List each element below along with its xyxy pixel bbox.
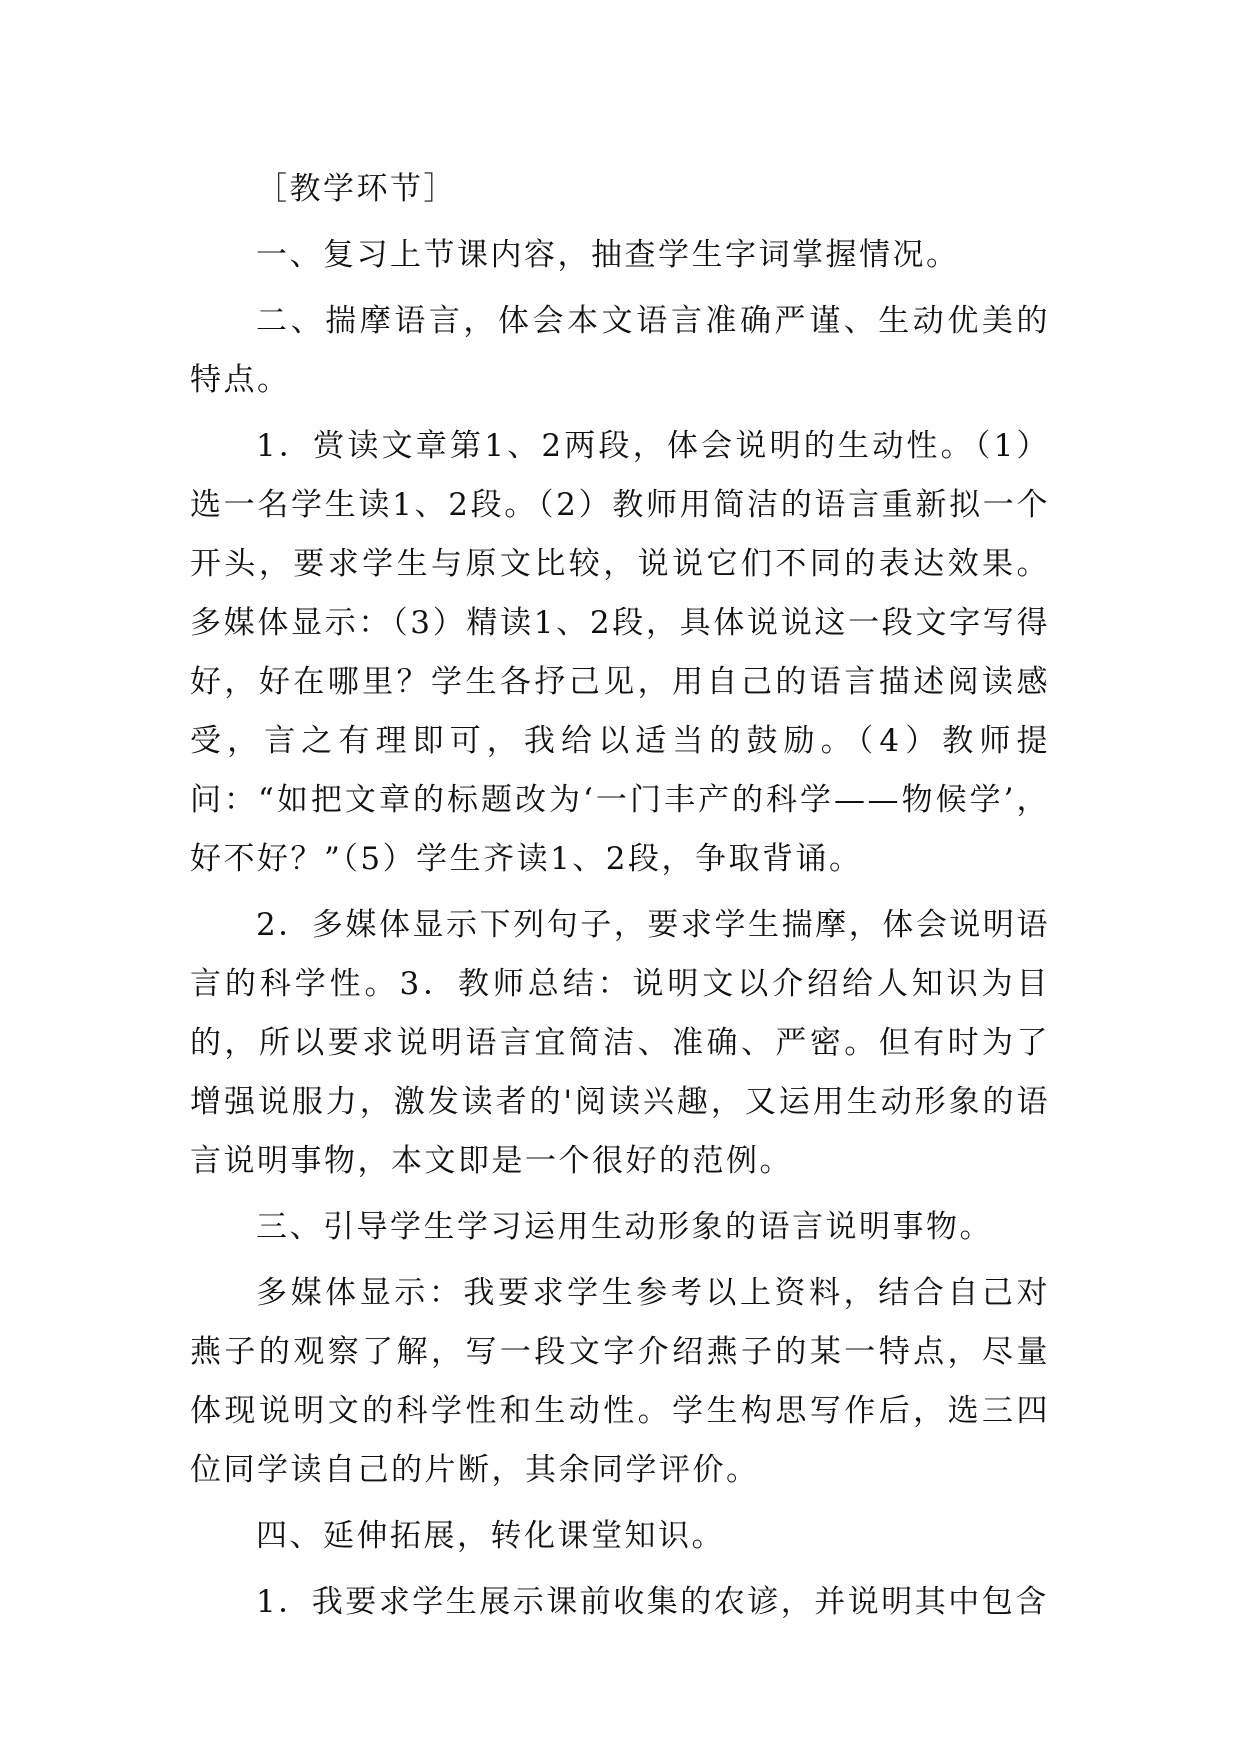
section-heading: ［教学环节］ xyxy=(256,171,457,207)
paragraph-extension: 四、延伸拓展，转化课堂知识。 xyxy=(256,1518,725,1554)
paragraph-proverbs: 1．我要求学生展示课前收集的农谚，并说明其中包含 xyxy=(256,1584,1049,1620)
paragraph-scientific-language: 2．多媒体显示下列句子，要求学生揣摩，体会说明语言的科学性。3．教师总结：说明文以介绍给人知识为目的，所以要求说明语言宜简洁、准确、严密。但有时为了增强说服力，激发读者的'阅读兴趣，又运用生动形象的语言说明事物，本文即是一个很好的范例。 xyxy=(190,907,1050,1179)
paragraph-writing-task: 多媒体显示：我要求学生参考以上资料，结合自己对燕子的观察了解，写一段文字介绍燕子的某一特点，尽量体现说明文的科学性和生动性。学生构思写作后，选三四位同学读自己的片断，其余同学评价。 xyxy=(190,1275,1050,1488)
paragraph-reading-activity: 1．赏读文章第1、2两段，体会说明的生动性。（1）选一名学生读1、2段。（2）教师用简洁的语言重新拟一个开头，要求学生与原文比较，说说它们不同的表达效果。多媒体显示：（3）精读1、2段，具体说说这一段文字写得好，好在哪里？学生各抒己见，用自己的语言描述阅读感受，言之有理即可，我给以适当的鼓励。（4）教师提问：“如把文章的标题改为‘一门丰产的科学——物候学’，好不好？”（5）学生齐读1、2段，争取背诵。 xyxy=(190,428,1050,877)
document-body xyxy=(190,160,1050,1639)
paragraph-guidance: 三、引导学生学习运用生动形象的语言说明事物。 xyxy=(256,1209,993,1245)
paragraph-language-study: 二、揣摩语言，体会本文语言准确严谨、生动优美的特点。 xyxy=(190,303,1050,398)
paragraph-review: 一、复习上节课内容，抽查学生字词掌握情况。 xyxy=(256,237,960,273)
